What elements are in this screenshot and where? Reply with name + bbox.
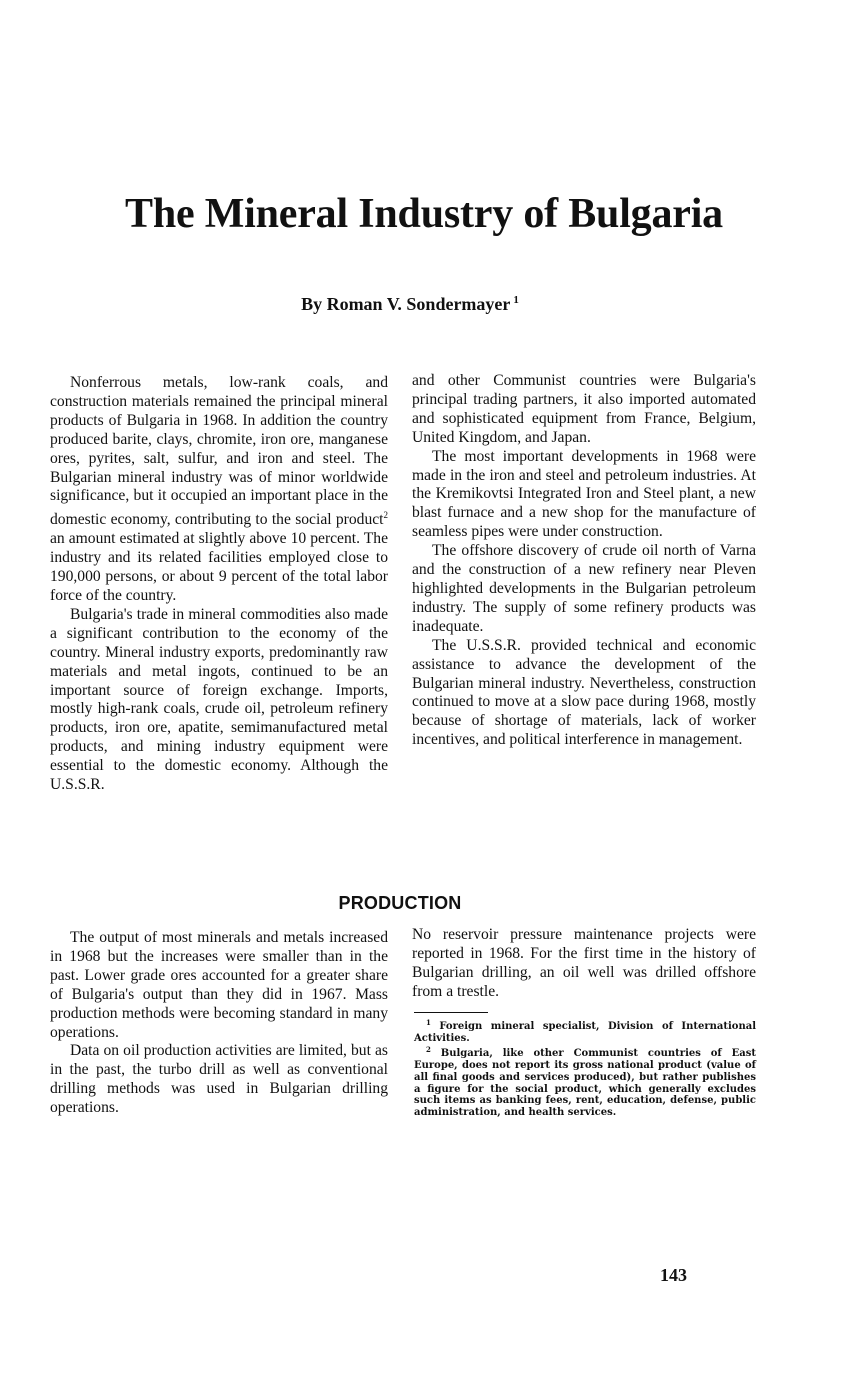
social-product-footnote-ref: 2 — [383, 510, 388, 521]
production-heading: PRODUCTION — [338, 893, 462, 913]
intro-paragraph-6: The U.S.S.R. provided technical and economic assistance to advance the development of the Bulgarian mineral industry. Nevertheless, construction continued to move at a slow pace during 1968, mostly because of shortage of materials, lack of worker incentives, and political interference in management. — [412, 636, 756, 749]
intro-paragraph-1 — [50, 374, 388, 606]
intro-column-right — [412, 372, 756, 750]
author-name: By Roman V. Sondermayer — [301, 294, 511, 314]
intro-column-left — [50, 374, 388, 795]
footnote-2 — [414, 1044, 756, 1118]
intro-paragraph-5: The offshore discovery of crude oil north of Varna and the construction of a new refinery near Pleven highlighted developments in the Bulgarian petroleum industry. The supply of some refinery products was inadequate. — [412, 542, 756, 635]
page-number: 143 — [660, 1265, 687, 1285]
intro-paragraph-4: The most important developments in 1968 were made in the iron and steel and petroleum industries. At the Kremikovtsi Integrated Iron and Steel plant, a new blast furnace and a new shop for the manufacture of seamless pipes were under construction. — [412, 447, 756, 541]
author-footnote-ref: 1 — [513, 294, 519, 306]
production-paragraph-1: The output of most minerals and metals increased in 1968 but the increases were smaller than in the past. Lower grade ores accounted for a greater share of Bulgaria's output than they did in 1967. Mass production methods were becoming standard in many operations. — [50, 929, 388, 1041]
intro-paragraph-2: Bulgaria's trade in mineral commodities also made a significant contribution to the economy of the country. Mineral industry exports, predominantly raw materials and metal ingots, continued to be an important source of foreign exchange. Imports, mostly high-rank coals, crude oil, petroleum refinery products, iron ore, apatite, semimanufactured metal products, and mining industry equipment were essential to the domestic economy. Although the U.S.S.R. — [50, 605, 388, 794]
article-title: The Mineral Industry of Bulgaria — [125, 191, 723, 237]
production-column-left — [50, 929, 388, 1118]
production-paragraph-3: No reservoir pressure maintenance projects were reported in 1968. For the first time in the history of Bulgarian drilling, an oil well was drilled offshore from a trestle. — [412, 926, 756, 1000]
footnote-2-text: Bulgaria, like other Communist countries of East Europe, does not report its gross national product (value of all final goods and services produced), but rather publishes a figure for the social product, which generally excludes such items as banking fees, rent, education, defense, public administration, and health services. — [414, 1048, 756, 1118]
footnote-2-ref: 2 — [426, 1045, 431, 1055]
footnote-1 — [414, 1017, 756, 1044]
intro-paragraph-1-text-a: Nonferrous metals, low-rank coals, and construction materials remained the principal mineral products of Bulgaria in 1968. In addition the country produced barite, clays, chromite, iron ore, manganese ores, pyrites, salt, sulfur, and iron and steel. The Bulgarian mineral industry was of minor worldwide significance, but it occupied an important place in the domestic economy, contributing to the social product — [50, 374, 388, 529]
footnote-1-text: Foreign mineral specialist, Division of International Activities. — [414, 1021, 756, 1044]
footnote-1-ref: 1 — [426, 1018, 431, 1027]
production-column-right — [412, 926, 756, 1002]
footnote-divider — [414, 1012, 488, 1013]
footnotes — [414, 1017, 756, 1119]
author-byline — [0, 288, 820, 316]
intro-paragraph-3: and other Communist countries were Bulgaria's principal trading partners, it also imported automated and sophisticated equipment from France, Belgium, United Kingdom, and Japan. — [412, 372, 756, 446]
production-paragraph-2: Data on oil production activities are limited, but as in the past, the turbo drill as well as conventional drilling methods was used in Bulgarian drilling operations. — [50, 1042, 388, 1117]
intro-paragraph-1-text-b: an amount estimated at slightly above 10 percent. The industry and its related facilities employed close to 190,000 persons, or about 9 percent of the total labor force of the country. — [50, 530, 388, 604]
